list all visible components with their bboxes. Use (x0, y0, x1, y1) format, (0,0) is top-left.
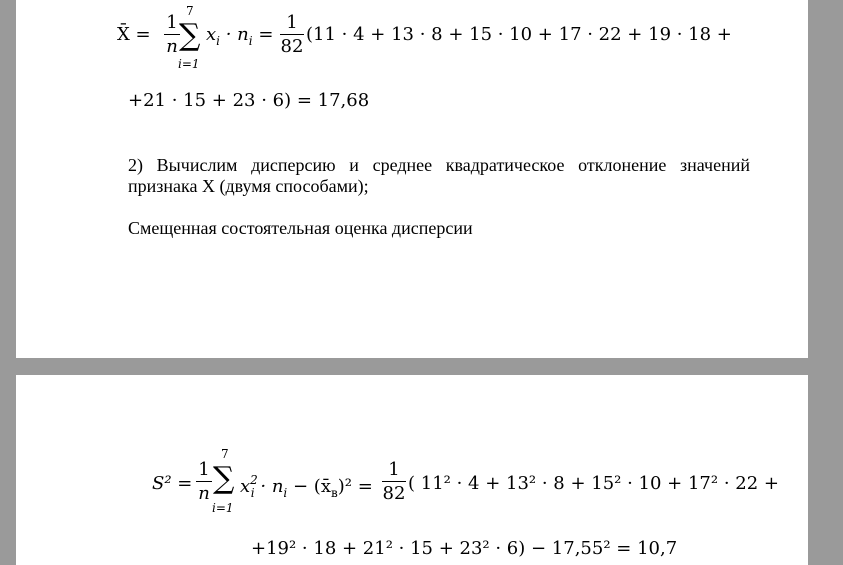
sum-sign: ∑ (213, 461, 235, 496)
paragraph-biased-estimate: Смещенная состоятельная оценка дисперсии (128, 218, 473, 238)
fraction-denominator: n (198, 483, 210, 504)
mean-formula-continuation: +21 · 15 + 23 · 6) = 17,68 (128, 90, 370, 111)
term-x-power: 2 (250, 473, 258, 487)
mean-subscript: в (330, 486, 338, 500)
variance-rhs: ( 11² · 4 + 13² · 8 + 15² · 10 + 17² · 22 + (408, 473, 779, 494)
term-n-subscript: i (248, 34, 253, 48)
document-page-2 (16, 375, 808, 565)
equals-sign: = (258, 24, 274, 45)
variance-lhs: S² = (152, 473, 193, 494)
sum-upper-limit: 7 (186, 4, 194, 18)
paragraph-line-2: признака Х (двумя способами); (128, 176, 369, 196)
fraction-numerator: 1 (286, 12, 298, 33)
fraction-numerator: 1 (166, 12, 178, 33)
term-n: · n (260, 476, 284, 497)
term-x-subscript: i (250, 486, 255, 500)
term-x: x (240, 476, 251, 497)
sum-upper-limit: 7 (221, 447, 229, 461)
term-n-subscript: i (283, 486, 288, 500)
mean-close: )² = (337, 476, 373, 497)
sum-lower-limit: i=1 (178, 57, 200, 71)
fraction-denominator: n (166, 36, 178, 57)
term-x: x (206, 24, 217, 45)
paragraph-line-1-text: 2) Вычислим дисперсию и среднее квадратическое отклонение значений (128, 155, 750, 175)
sum-lower-limit: i=1 (212, 501, 234, 515)
mean-lhs: X̄ = (117, 24, 151, 45)
minus-mean: − (x̄ (293, 476, 331, 497)
paragraph-line-1 (128, 155, 750, 176)
variance-formula-continuation: +19² · 18 + 21² · 15 + 23² · 6) − 17,55² = 10,7 (251, 538, 678, 559)
document-page-1 (16, 0, 808, 358)
term-x-subscript: i (216, 34, 220, 48)
fraction-1-over-82 (382, 459, 406, 504)
fraction-1-over-n (164, 12, 180, 57)
fraction-denominator: 82 (280, 36, 304, 57)
term-n: · n (225, 24, 249, 45)
fraction-denominator: 82 (382, 483, 406, 504)
mean-rhs: (11 · 4 + 13 · 8 + 15 · 10 + 17 · 22 + 19 · 18 + (306, 24, 732, 45)
fraction-numerator: 1 (388, 459, 400, 480)
paragraph-variance (128, 155, 750, 197)
fraction-numerator: 1 (198, 459, 210, 480)
fraction-1-over-82 (280, 12, 304, 57)
fraction-1-over-n (196, 459, 212, 504)
sum-sign: ∑ (179, 18, 201, 53)
